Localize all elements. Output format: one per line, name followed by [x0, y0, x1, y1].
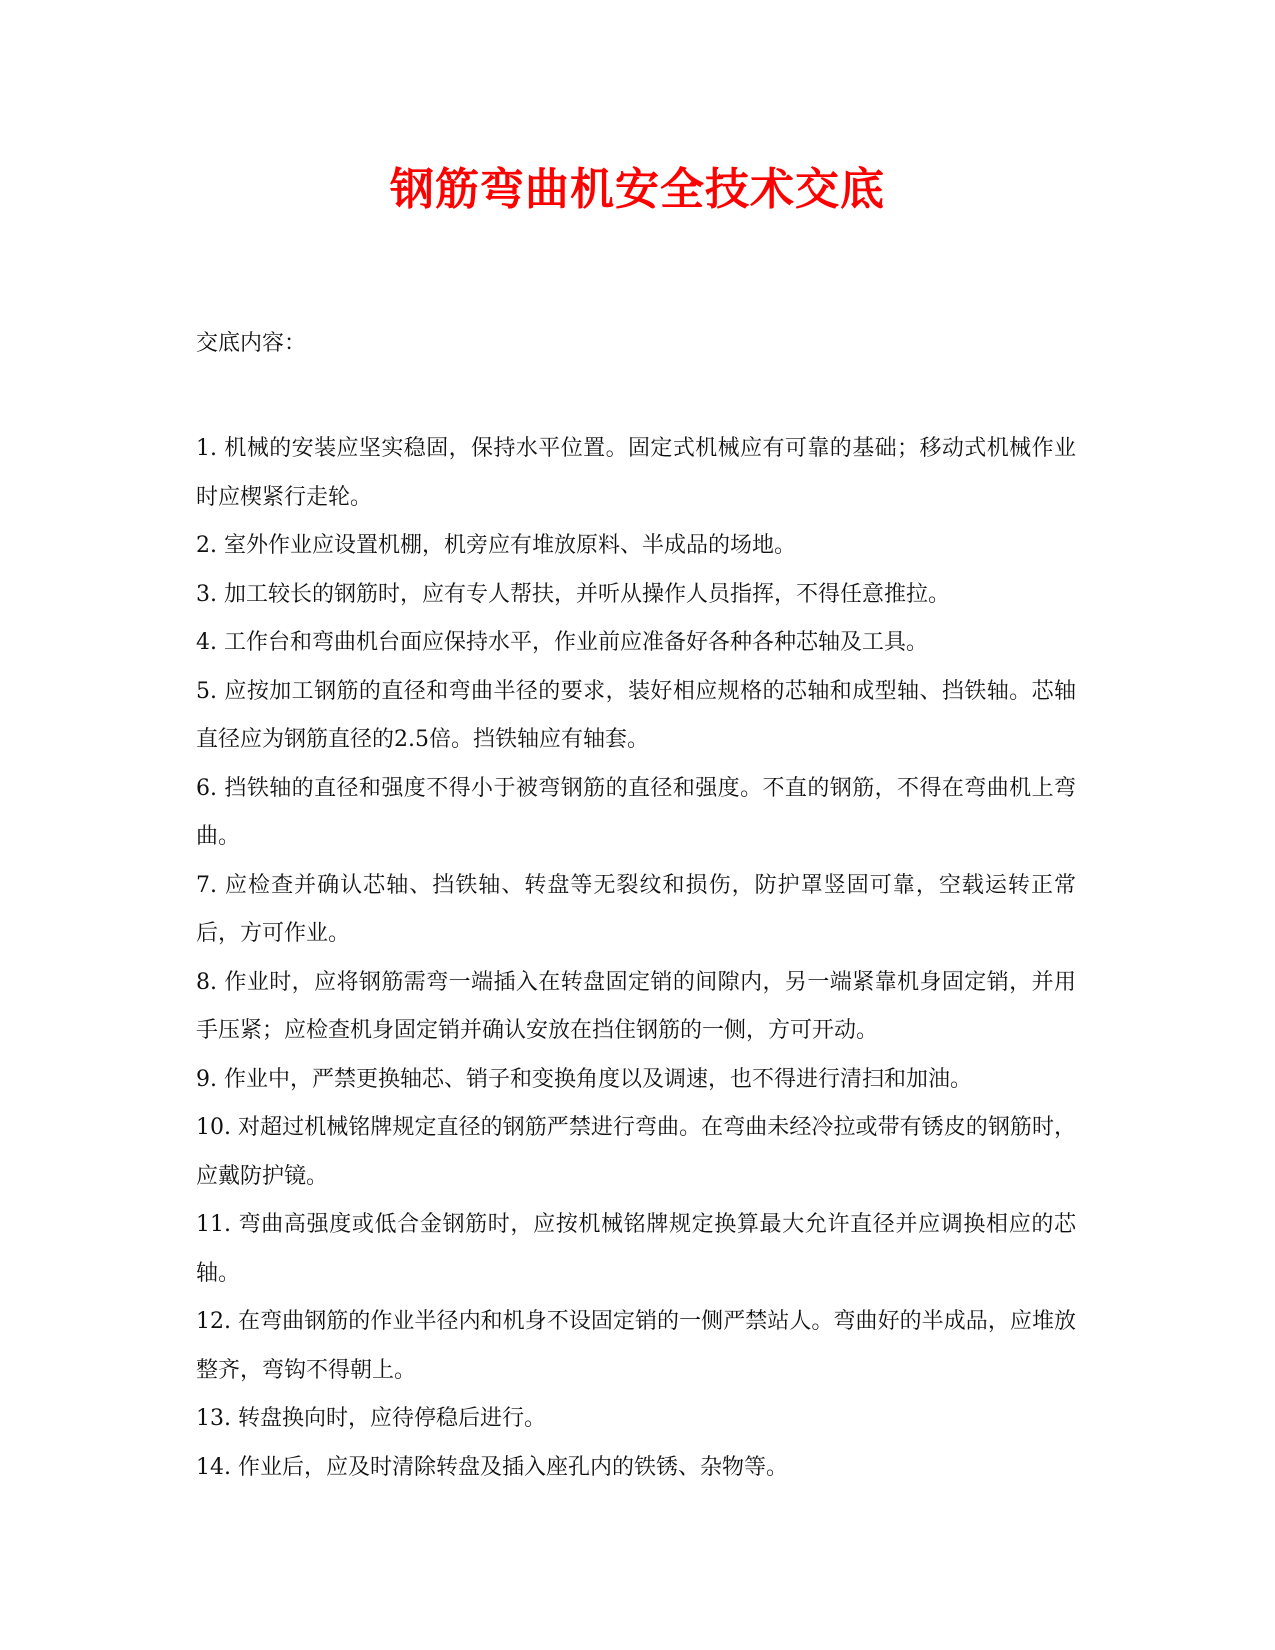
document-title: 钢筋弯曲机安全技术交底 [390, 164, 885, 215]
item-list [196, 425, 1076, 1492]
list-item-2: 2. 室外作业应设置机棚，机旁应有堆放原料、半成品的场地。 [196, 533, 796, 558]
list-item-14: 14. 作业后，应及时清除转盘及插入座孔内的铁锈、杂物等。 [196, 1454, 788, 1480]
list-item-6: 6. 挡铁轴的直径和强度不得小于被弯钢筋的直径和强度。不直的钢筋，不得在弯曲机上弯曲。 [196, 775, 1076, 849]
list-item-9: 9. 作业中，严禁更换轴芯、销子和变换角度以及调速，也不得进行清扫和加油。 [196, 1066, 972, 1092]
list-item-1: 1. 机械的安装应坚实稳固，保持水平位置。固定式机械应有可靠的基础；移动式机械作业时应楔紧行走轮。 [196, 436, 1076, 510]
list-item-4: 4. 工作台和弯曲机台面应保持水平，作业前应准备好各种各种芯轴及工具。 [196, 630, 928, 655]
list-item-12: 12. 在弯曲钢筋的作业半径内和机身不设固定销的一侧严禁站人。弯曲好的半成品，应堆放整齐，弯钩不得朝上。 [196, 1309, 1076, 1383]
list-item-11: 11. 弯曲高强度或低合金钢筋时，应按机械铭牌规定换算最大允许直径并应调换相应的芯轴。 [196, 1212, 1076, 1286]
list-item-13: 13. 转盘换向时，应待停稳后进行。 [196, 1406, 546, 1431]
list-item-10: 10. 对超过机械铭牌规定直径的钢筋严禁进行弯曲。在弯曲未经冷拉或带有锈皮的钢筋时，应戴防护镜。 [196, 1115, 1076, 1189]
intro-label: 交底内容： [196, 331, 307, 356]
list-item-7: 7. 应检查并确认芯轴、挡铁轴、转盘等无裂纹和损伤，防护罩竖固可靠，空载运转正常后，方可作业。 [196, 872, 1076, 946]
list-item-3: 3. 加工较长的钢筋时，应有专人帮扶，并听从操作人员指挥，不得任意推拉。 [196, 581, 950, 607]
list-item-5: 5. 应按加工钢筋的直径和弯曲半径的要求，装好相应规格的芯轴和成型轴、挡铁轴。芯轴直径应为钢筋直径的2.5倍。挡铁轴应有轴套。 [196, 678, 1076, 752]
list-item-8: 8. 作业时，应将钢筋需弯一端插入在转盘固定销的间隙内，另一端紧靠机身固定销，并用手压紧；应检查机身固定销并确认安放在挡住钢筋的一侧，方可开动。 [196, 969, 1076, 1043]
